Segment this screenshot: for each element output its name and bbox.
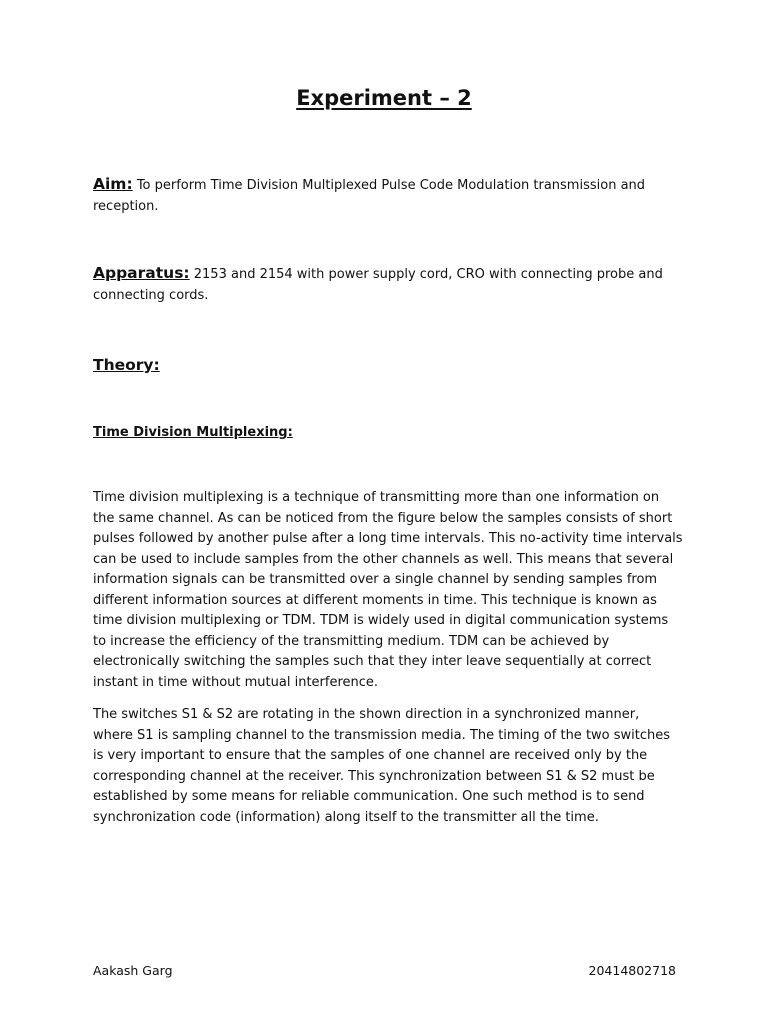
apparatus-label: Apparatus: — [93, 264, 190, 282]
theory-paragraph-1 — [93, 488, 683, 693]
tdm-subheading — [93, 423, 683, 444]
apparatus-section — [93, 263, 683, 306]
aim-section — [93, 174, 683, 217]
document-title — [0, 86, 768, 110]
theory-paragraph-2 — [93, 705, 683, 828]
title-text: Experiment – 2 — [296, 86, 472, 110]
aim-text: To perform Time Division Multiplexed Pulse Code Modulation transmission and reception. — [93, 178, 646, 214]
paragraph-text: The switches S1 & S2 are rotating in the shown direction in a synchronized manner, where S1 is sampling channel to the transmission media. The timing of the two switches is very important to ensure that the samples of one channel are received only by the corresponding channel at the receiver. This synchronization between S1 & S2 must be established by some means for reliable communication. One such method is to send synchronization code (information) along itself to the transmitter all the time. — [93, 707, 671, 825]
tdm-subheading-text: Time Division Multiplexing: — [93, 425, 293, 440]
footer-id: 20414802718 — [588, 963, 676, 978]
theory-heading — [93, 355, 683, 378]
theory-label: Theory: — [93, 356, 160, 374]
footer-author: Aakash Garg — [93, 963, 173, 978]
aim-label: Aim: — [93, 175, 133, 193]
apparatus-text: 2153 and 2154 with power supply cord, CRO with connecting probe and connecting cords. — [93, 267, 663, 303]
paragraph-text: Time division multiplexing is a technique of transmitting more than one information on the same channel. As can be noticed from the figure below the samples consists of short pulses followed by another pulse after a long time intervals. This no-activity time intervals can be used to include samples from the other channels as well. This means that several information signals can be transmitted over a single channel by sending samples from different information sources at different moments in time. This technique is known as time division multiplexing or TDM. TDM is widely used in digital communication systems to increase the efficiency of the transmitting medium. TDM can be achieved by electronically switching the samples such that they inter leave sequentially at correct instant in time without mutual interference. — [93, 490, 683, 690]
